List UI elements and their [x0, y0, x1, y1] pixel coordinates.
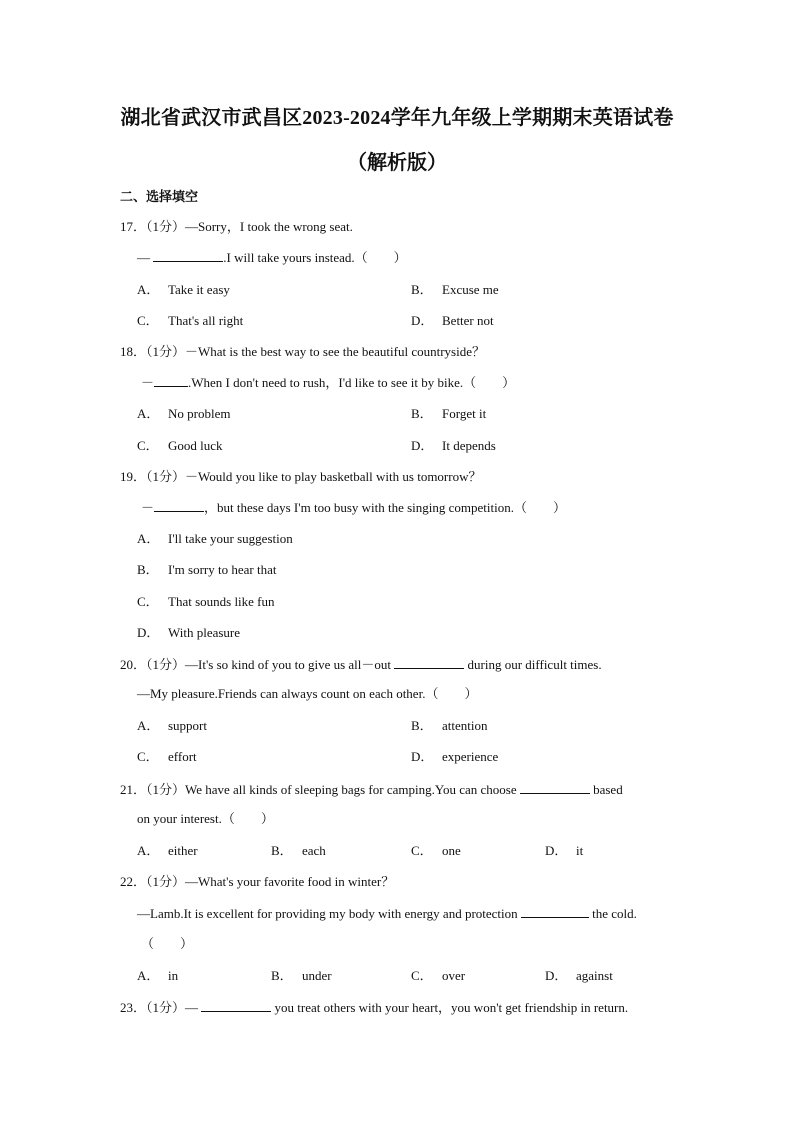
question-text: .I will take yours instead.（ ）: [223, 250, 407, 265]
question-text: 21．（1分）We have all kinds of sleeping bags for camping.You can choose: [120, 782, 520, 797]
option-b: B． each: [271, 843, 326, 858]
section-heading: 二、选择填空: [120, 189, 199, 204]
question-text: 23．（1分）—: [120, 1000, 202, 1015]
option-d: D． It depends: [411, 438, 496, 453]
question-22-line3: （ ）: [141, 936, 194, 951]
option-c: C． one: [411, 843, 461, 858]
question-text: during our difficult times.: [464, 657, 602, 672]
question-text: based: [589, 782, 623, 797]
question-21-line2: on your interest.（ ）: [137, 811, 274, 826]
answer-blank: [201, 998, 271, 1012]
question-19-line2: [141, 498, 566, 517]
question-text: 20．（1分）—It's so kind of you to give us all－out: [120, 657, 395, 672]
dialogue-dash: －: [141, 375, 155, 390]
answer-blank: [154, 373, 188, 387]
question-23-stem: [120, 998, 628, 1017]
option-a: A． either: [137, 843, 198, 858]
question-20-stem: [120, 655, 602, 674]
answer-blank: [521, 904, 589, 918]
question-21-stem: [120, 780, 623, 799]
dialogue-dash: —: [137, 250, 154, 265]
question-text: —Lamb.It is excellent for providing my body with energy and protection: [137, 906, 521, 921]
option-a: A． Take it easy: [137, 282, 230, 297]
option-d: D． experience: [411, 749, 499, 764]
option-c: C． effort: [137, 749, 197, 764]
answer-blank: [394, 655, 464, 669]
option-b: B． I'm sorry to hear that: [137, 562, 277, 577]
question-22-stem: 22．（1分）—What's your favorite food in winter？: [120, 874, 395, 889]
answer-blank: [520, 780, 590, 794]
option-c: C． over: [411, 968, 466, 983]
document-title: 湖北省武汉市武昌区2023-2024学年九年级上学期期末英语试卷: [120, 107, 674, 129]
option-a: A． No problem: [137, 406, 231, 421]
question-17-line2: [137, 248, 407, 267]
option-d: D． Better not: [411, 313, 494, 328]
dialogue-dash: －: [141, 500, 155, 515]
option-c: C． Good luck: [137, 438, 223, 453]
option-b: B． Excuse me: [411, 282, 499, 297]
document-subtitle: （解析版）: [347, 152, 447, 174]
option-b: B． under: [271, 968, 332, 983]
option-a: A． in: [137, 968, 179, 983]
answer-blank: [154, 498, 204, 512]
question-20-line2: —My pleasure.Friends can always count on each other.（ ）: [137, 686, 478, 701]
question-text: the cold.: [588, 906, 637, 921]
question-text: .When I don't need to rush，I'd like to see it by bike.（ ）: [188, 375, 516, 390]
option-b: B． attention: [411, 718, 488, 733]
option-d: D． against: [545, 968, 613, 983]
option-a: A． support: [137, 718, 207, 733]
option-c: C． That's all right: [137, 313, 244, 328]
question-22-line2: [137, 904, 637, 923]
question-text: ，but these days I'm too busy with the singing competition.（ ）: [204, 500, 566, 515]
answer-blank: [153, 248, 223, 262]
question-19-stem: 19．（1分）－Would you like to play basketball with us tomorrow？: [120, 469, 482, 484]
option-c: C． That sounds like fun: [137, 594, 275, 609]
option-d: D． With pleasure: [137, 625, 241, 640]
option-d: D． it: [545, 843, 584, 858]
question-18-stem: 18．（1分）－What is the best way to see the beautiful countryside？: [120, 344, 486, 359]
option-a: A． I'll take your suggestion: [137, 531, 293, 546]
question-text: you treat others with your heart，you won't get friendship in return.: [271, 1000, 629, 1015]
option-b: B． Forget it: [411, 406, 487, 421]
question-17-stem: 17．（1分）—Sorry，I took the wrong seat.: [120, 219, 353, 234]
question-18-line2: [141, 373, 515, 392]
